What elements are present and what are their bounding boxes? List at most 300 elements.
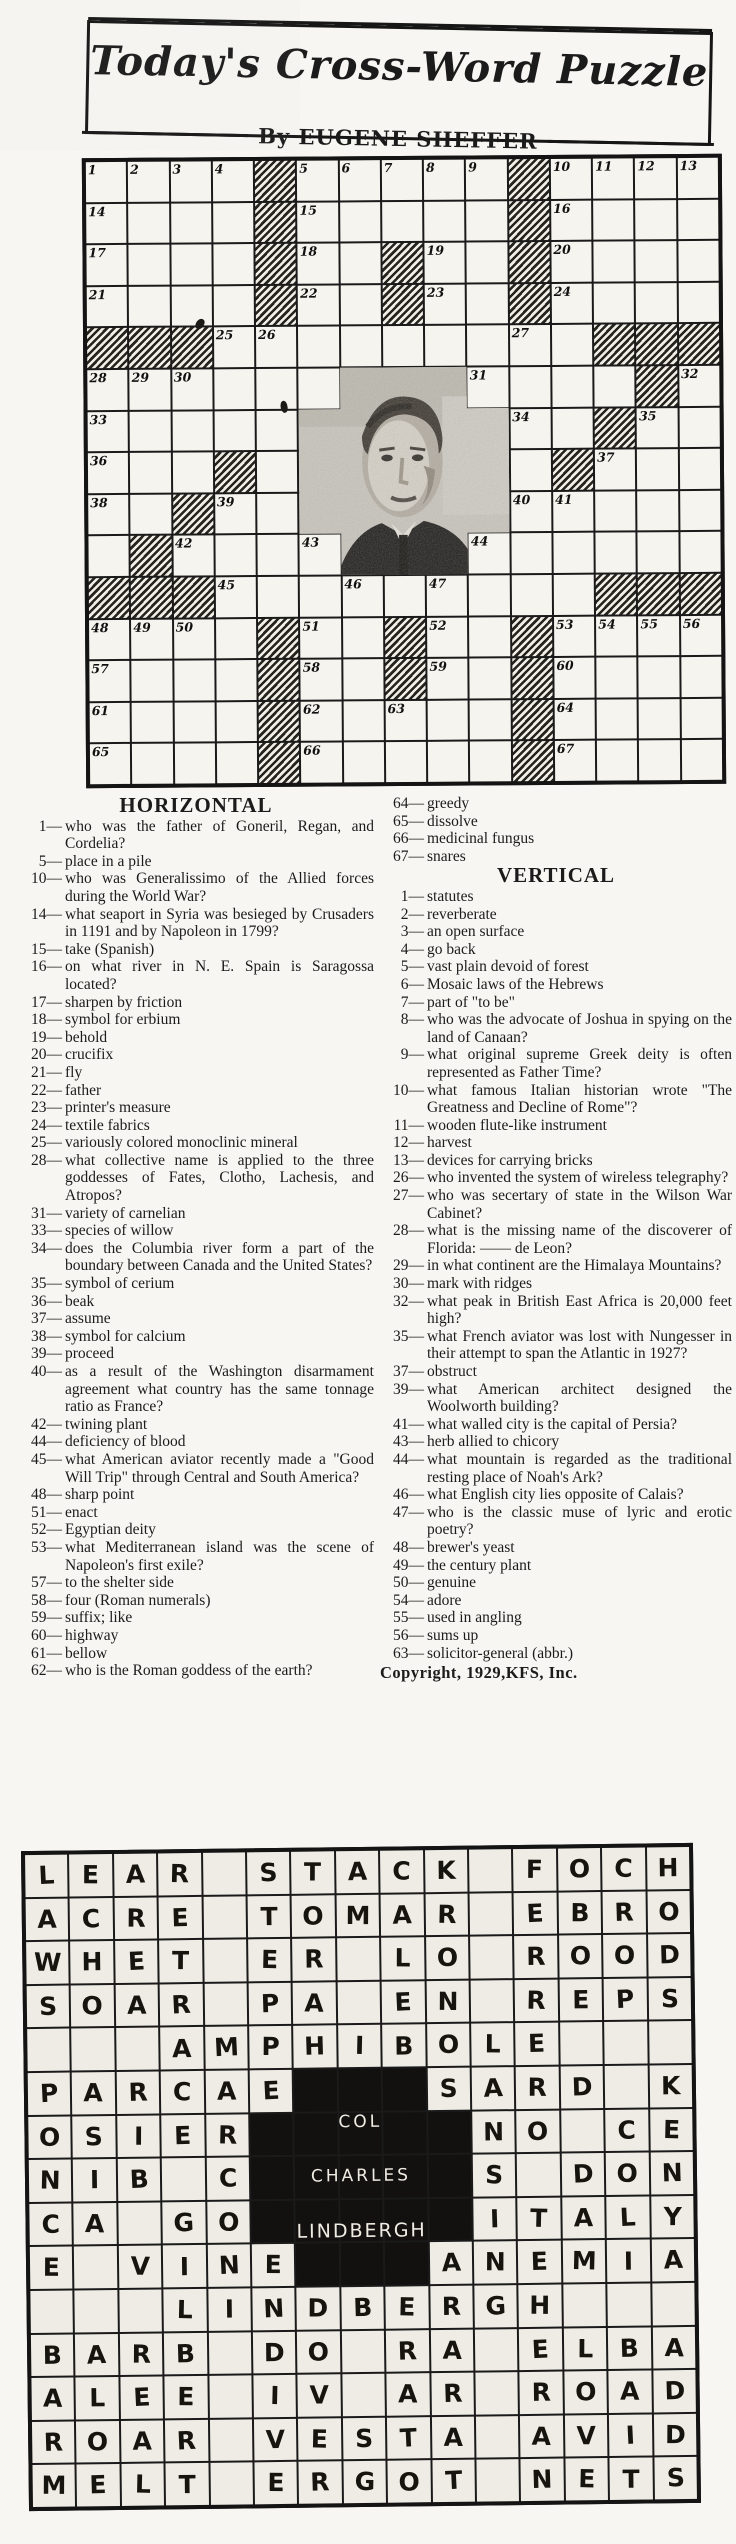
- solution-letter: R: [176, 2425, 197, 2456]
- solution-cell: [297, 2331, 340, 2373]
- puzzle-cell: [594, 283, 635, 323]
- solution-cell: [608, 2327, 651, 2369]
- solution-cell: [119, 2246, 162, 2288]
- solution-letter: S: [484, 2160, 504, 2191]
- solution-cell: [565, 2458, 608, 2500]
- solution-cell: [26, 1898, 69, 1940]
- solution-cell: [474, 2285, 517, 2327]
- clue-text: adore: [427, 1591, 462, 1609]
- solution-letter: O: [307, 2336, 331, 2367]
- puzzle-cell: [88, 412, 129, 452]
- clue-text: what French aviator was lost with Nungesser in their attempt to span the Atlantic in 1927?: [427, 1327, 732, 1363]
- puzzle-cell: [638, 491, 679, 531]
- clue-text: genuine: [427, 1574, 477, 1592]
- clue-number: 47—: [393, 1503, 424, 1521]
- solution-cell: [429, 2198, 472, 2240]
- solution-letter: A: [620, 2377, 640, 2407]
- puzzle-cell: [382, 160, 423, 200]
- solution-cell: [76, 2377, 119, 2419]
- puzzle-cell: [87, 287, 128, 327]
- solution-cell: [520, 2415, 563, 2457]
- clue-text: deficiency of blood: [65, 1433, 186, 1451]
- solution-cell: [425, 1893, 468, 1935]
- clue-text: Mosaic laws of the Hebrews: [427, 975, 604, 993]
- solution-cell: [121, 2464, 164, 2506]
- clue-number: 44—: [393, 1450, 424, 1468]
- puzzle-cell: [131, 536, 172, 576]
- solution-cell: [474, 2241, 517, 2283]
- puzzle-cell: [468, 367, 509, 407]
- solution-letter: T: [530, 2203, 548, 2234]
- solution-cell: [210, 2419, 253, 2461]
- puzzle-cell: [131, 619, 172, 659]
- puzzle-cell: [257, 410, 298, 450]
- puzzle-cell: [427, 659, 468, 699]
- solution-cell: [472, 2111, 515, 2153]
- clue-number: 8—: [400, 1011, 424, 1029]
- puzzle-cell: [213, 244, 254, 284]
- solution-cell: [563, 2240, 606, 2282]
- solution-letter: N: [531, 2465, 554, 2495]
- solution-cell: [471, 2024, 514, 2066]
- solution-cell: [206, 2114, 249, 2156]
- clue-number: 30—: [393, 1275, 424, 1293]
- clue: [18, 1416, 374, 1434]
- solution-cell: [114, 1853, 157, 1895]
- solution-cell: [253, 2375, 296, 2417]
- solution-cell: [292, 1895, 335, 1937]
- clue: [18, 1205, 374, 1223]
- clue-number: 67—: [393, 847, 424, 865]
- cell-number: 26: [258, 327, 276, 343]
- solution-cell: [27, 1985, 70, 2027]
- solution-cell: [297, 2287, 340, 2329]
- clue: [18, 1645, 374, 1663]
- cell-number: 19: [426, 242, 445, 259]
- puzzle-cell: [130, 494, 171, 534]
- solution-cell: [520, 2372, 563, 2414]
- solution-cell: [295, 2156, 338, 2198]
- solution-cell: [299, 2462, 342, 2504]
- solution-cell: [521, 2459, 564, 2501]
- solution-cell: [159, 1940, 202, 1982]
- clue-number: 28—: [31, 1151, 62, 1169]
- solution-letter: B: [42, 2340, 63, 2370]
- solution-cell: [30, 2247, 73, 2289]
- clue-text: behold: [65, 1028, 108, 1046]
- clue-text: reverberate: [427, 905, 497, 923]
- solution-cell: [293, 1982, 336, 2024]
- cell-number: 1: [87, 162, 97, 178]
- clue-number: 2—: [400, 905, 424, 923]
- solution-cell: [562, 2197, 605, 2239]
- clue-text: vast plain devoid of forest: [427, 958, 589, 976]
- puzzle-cell: [258, 660, 299, 700]
- solution-cell: [337, 1982, 380, 2024]
- puzzle-cell: [174, 661, 215, 701]
- solution-cell: [162, 2158, 205, 2200]
- solution-cell: [341, 2287, 384, 2329]
- clue-text: who is the Roman goddess of the earth?: [65, 1662, 313, 1680]
- puzzle-cell: [216, 619, 257, 659]
- solution-cell: [72, 2028, 115, 2070]
- cell-number: 7: [383, 160, 393, 176]
- clue: [380, 976, 732, 994]
- solution-letter: L: [484, 2030, 501, 2060]
- solution-cell: [602, 1848, 645, 1890]
- solution-cell: [473, 2154, 516, 2196]
- clue-text: crucifix: [65, 1046, 114, 1064]
- puzzle-cell: [555, 699, 596, 739]
- solution-cell: [338, 2025, 381, 2067]
- solution-cell: [251, 2201, 294, 2243]
- clue-number: 3—: [400, 923, 424, 941]
- clue-text: an open surface: [427, 923, 525, 941]
- cell-number: 59: [429, 658, 447, 675]
- clue-number: 41—: [393, 1415, 424, 1433]
- solution-cell: [605, 2109, 648, 2151]
- solution-letter: R: [217, 2120, 238, 2150]
- solution-cell: [166, 2463, 209, 2505]
- solution-letter: O: [569, 1941, 592, 1972]
- cell-number: 63: [387, 700, 405, 716]
- solution-cell: [475, 2372, 518, 2414]
- clue-number: 18—: [31, 1011, 62, 1029]
- solution-cell: [386, 2330, 429, 2372]
- puzzle-cell: [637, 408, 678, 448]
- puzzle-cell: [340, 243, 381, 283]
- solution-letter: R: [304, 1944, 324, 1975]
- solution-letter: E: [42, 2253, 60, 2283]
- clue-number: 43—: [393, 1433, 424, 1451]
- solution-cell: [250, 2113, 293, 2155]
- solution-cell: [387, 2417, 430, 2459]
- solution-cell: [254, 2419, 297, 2461]
- cell-number: 8: [425, 159, 435, 175]
- puzzle-cell: [511, 533, 552, 573]
- puzzle-cell: [342, 576, 383, 616]
- solution-letter: M: [571, 2246, 597, 2277]
- clue-text: on what river in N. E. Spain is Saragossa located?: [65, 958, 374, 993]
- clue: [18, 1310, 374, 1328]
- puzzle-cell: [256, 369, 297, 409]
- solution-cell: [70, 1898, 113, 1940]
- clue-number: 48—: [31, 1486, 62, 1504]
- puzzle-cell: [510, 409, 551, 449]
- solution-letter: T: [444, 2466, 463, 2496]
- solution-cell: [341, 2243, 384, 2285]
- solution-cell: [476, 2416, 519, 2458]
- puzzle-cell: [511, 575, 552, 615]
- clue-text: what seaport in Syria was besieged by Crusaders in 1191 and by Napoleon in 1799?: [65, 905, 374, 941]
- solution-cell: [562, 2153, 605, 2195]
- solution-letter: S: [38, 1991, 58, 2022]
- clue: [380, 1433, 732, 1451]
- clue-number: 40—: [31, 1363, 62, 1380]
- solution-letter: G: [172, 2207, 195, 2238]
- solution-cell: [519, 2328, 562, 2370]
- solution-cell: [342, 2330, 385, 2372]
- cell-number: 45: [217, 577, 236, 593]
- puzzle-cell: [300, 618, 341, 658]
- solution-cell: [650, 2152, 693, 2194]
- solution-letter: R: [442, 2379, 463, 2409]
- solution-letter: T: [178, 2469, 196, 2499]
- puzzle-cell: [132, 661, 173, 701]
- clue: [380, 1416, 732, 1434]
- cell-number: 33: [89, 411, 108, 427]
- solution-cell: [204, 1983, 247, 2025]
- solution-letter: N: [39, 2166, 62, 2196]
- clue-text: what mountain is regarded as the traditional resting place of Noah's Ark?: [427, 1450, 732, 1486]
- solution-cell: [343, 2418, 386, 2460]
- solution-letter: E: [310, 2424, 329, 2454]
- clue: [18, 1328, 374, 1346]
- solution-letter: T: [260, 1901, 278, 1932]
- puzzle-cell: [553, 450, 594, 490]
- puzzle-cell: [638, 574, 679, 614]
- puzzle-cell: [215, 535, 256, 575]
- clue-number: 7—: [400, 993, 424, 1011]
- clue-number: 50—: [393, 1574, 424, 1592]
- solution-letter: O: [217, 2207, 240, 2237]
- crossword-grid: [82, 154, 726, 788]
- cell-number: 31: [469, 367, 488, 383]
- puzzle-cell: [679, 324, 720, 364]
- clue-text: as a result of the Washington disarmament agreement what country has the same tonnage ratio as France?: [65, 1363, 374, 1416]
- cell-number: 40: [512, 491, 531, 508]
- solution-letter: R: [126, 1903, 146, 1933]
- solution-letter: R: [441, 2292, 462, 2322]
- solution-letter: R: [127, 2077, 149, 2108]
- byline-row: [82, 120, 714, 157]
- solution-letter: A: [663, 2332, 684, 2363]
- solution-letter: E: [177, 2382, 195, 2412]
- clue-number: 39—: [31, 1345, 62, 1363]
- clue-number: 27—: [393, 1187, 424, 1205]
- puzzle-cell: [554, 658, 595, 698]
- solution-letter: B: [175, 2338, 196, 2369]
- clue-number: 37—: [393, 1363, 424, 1380]
- solution-letter: B: [394, 2031, 414, 2061]
- clue-text: solicitor-general (abbr.): [427, 1644, 574, 1662]
- clue-text: brewer's yeast: [427, 1538, 515, 1556]
- puzzle-cell: [551, 159, 592, 199]
- puzzle-cell: [131, 578, 172, 618]
- solution-cell: [26, 1942, 69, 1984]
- puzzle-cell: [301, 660, 342, 700]
- clue-text: what is the missing name of the discoverer of Florida: —— de Leon?: [427, 1222, 732, 1257]
- clue: [18, 1539, 374, 1574]
- clue-number: 45—: [31, 1450, 62, 1468]
- solution-cell: [604, 1978, 647, 2020]
- clue: [380, 1222, 732, 1257]
- solution-cell: [650, 2109, 693, 2151]
- solution-letter: E: [264, 2250, 282, 2280]
- puzzle-cell: [301, 743, 342, 783]
- puzzle-cell: [425, 243, 466, 283]
- clue-number: 61—: [31, 1644, 62, 1662]
- solution-cell: [248, 1939, 291, 1981]
- cell-number: 29: [131, 369, 150, 385]
- clue: [18, 994, 374, 1012]
- clue-number: 31—: [31, 1204, 62, 1222]
- center-label-line: COL: [338, 2111, 383, 2133]
- puzzle-cell: [554, 575, 595, 615]
- solution-letter: D: [658, 1940, 680, 1971]
- solution-cell: [77, 2464, 120, 2506]
- solution-cell: [114, 1897, 157, 1939]
- clue-text: obstruct: [427, 1363, 477, 1380]
- solution-letter: F: [526, 1855, 544, 1885]
- clue: [18, 1433, 374, 1451]
- solution-cell: [429, 2242, 472, 2284]
- solution-letter: O: [613, 1941, 636, 1971]
- solution-cell: [386, 2286, 429, 2328]
- solution-letter: V: [265, 2424, 286, 2455]
- solution-letter: E: [572, 1985, 590, 2015]
- solution-letter: E: [398, 2292, 416, 2322]
- puzzle-cell: [637, 449, 678, 489]
- puzzle-cell: [170, 161, 211, 201]
- clue-text: symbol for calcium: [65, 1327, 186, 1345]
- clue: [380, 1082, 732, 1117]
- puzzle-cell: [215, 452, 256, 492]
- solution-cell: [25, 1855, 68, 1897]
- puzzle-cell: [128, 162, 169, 202]
- clue-number: 63—: [393, 1644, 424, 1662]
- solution-cell: [117, 2115, 160, 2157]
- clue-number: 51—: [31, 1503, 62, 1521]
- puzzle-cell: [555, 741, 596, 781]
- puzzle-cell: [594, 325, 635, 365]
- puzzle-cell: [301, 701, 342, 741]
- clue-text: proceed: [65, 1345, 115, 1363]
- clue: [18, 1134, 374, 1152]
- solution-letter: A: [443, 2422, 463, 2453]
- horizontal-clue-list-continued: [380, 795, 732, 865]
- cell-number: 30: [173, 369, 192, 385]
- clue-number: 29—: [393, 1257, 424, 1275]
- solution-cell: [203, 1896, 246, 1938]
- solution-cell: [207, 2201, 250, 2243]
- solution-cell: [29, 2203, 72, 2245]
- clue-number: 20—: [31, 1046, 62, 1064]
- clue: [380, 1557, 732, 1575]
- clue-number: 36—: [31, 1292, 62, 1310]
- clue: [18, 906, 374, 941]
- center-label-line: LINDBERGH: [296, 2219, 427, 2243]
- solution-letter: P: [261, 2032, 280, 2062]
- puzzle-cell: [554, 616, 595, 656]
- solution-cell: [208, 2332, 251, 2374]
- solution-cell: [516, 2067, 559, 2109]
- clue-text: who is the classic muse of lyric and erotic poetry?: [427, 1503, 732, 1539]
- solution-letter: E: [531, 2334, 550, 2365]
- solution-cell: [470, 1893, 513, 1935]
- solution-cell: [337, 1938, 380, 1980]
- solution-letter: P: [260, 1988, 280, 2019]
- solution-letter: M: [345, 1900, 371, 1930]
- solution-cell: [160, 2027, 203, 2069]
- clue-number: 6—: [400, 975, 424, 993]
- cell-number: 52: [429, 617, 447, 633]
- clue-text: what walled city is the capital of Persia?: [427, 1415, 678, 1433]
- solution-letter: R: [527, 2073, 548, 2103]
- clue: [380, 1152, 732, 1170]
- clue: [18, 1627, 374, 1645]
- solution-letter: R: [170, 1989, 192, 2020]
- puzzle-cell: [679, 407, 720, 447]
- puzzle-cell: [681, 699, 722, 739]
- clue-text: who was secertary of state in the Wilson War Cabinet?: [427, 1187, 732, 1222]
- puzzle-cell: [511, 450, 552, 490]
- puzzle-cell: [681, 657, 722, 697]
- clue: [18, 1662, 374, 1680]
- cell-number: 5: [299, 160, 308, 176]
- puzzle-cell: [424, 160, 465, 200]
- puzzle-cell: [596, 574, 637, 614]
- solution-letter: I: [179, 2251, 190, 2281]
- solution-letter: A: [127, 1990, 147, 2020]
- puzzle-cell: [256, 327, 297, 367]
- solution-letter: C: [617, 2115, 637, 2145]
- solution-cell: [291, 1851, 334, 1893]
- puzzle-cell: [597, 699, 638, 739]
- page-title: Today's Cross-Word Puzzle: [89, 37, 709, 96]
- solution-cell: [606, 2196, 649, 2238]
- solution-cell: [116, 2071, 159, 2113]
- horizontal-clues-column: [18, 795, 374, 1680]
- puzzle-cell: [552, 408, 593, 448]
- solution-letter: K: [660, 2071, 681, 2101]
- solution-letter: R: [310, 2467, 331, 2498]
- clue: [380, 1257, 732, 1275]
- solution-letter: P: [39, 2078, 59, 2109]
- vertical-clues-column: [380, 795, 732, 1682]
- solution-cell: [204, 1940, 247, 1982]
- solution-letter: K: [436, 1856, 456, 1886]
- solution-letter: H: [81, 1947, 103, 1977]
- clue: [380, 1134, 732, 1152]
- horizontal-clue-list: [18, 818, 374, 1680]
- clue-text: father: [65, 1081, 102, 1099]
- puzzle-cell: [171, 245, 212, 285]
- solution-cell: [118, 2159, 161, 2201]
- solution-letter: O: [657, 1896, 680, 1927]
- solution-letter: D: [571, 2072, 593, 2102]
- clue: [380, 1328, 732, 1363]
- clue: [380, 1046, 732, 1081]
- clue-text: who was the father of Goneril, Regan, and Cordelia?: [65, 817, 374, 853]
- solution-cell: [564, 2328, 607, 2370]
- puzzle-cell: [343, 618, 384, 658]
- puzzle-cell: [298, 285, 339, 325]
- clue-number: 23—: [31, 1099, 62, 1117]
- puzzle-cell: [509, 242, 550, 282]
- puzzle-cell: [174, 744, 215, 784]
- clue: [380, 1275, 732, 1293]
- solution-cell: [115, 1984, 158, 2026]
- clue: [18, 1011, 374, 1029]
- solution-cell: [514, 1892, 557, 1934]
- solution-cell: [32, 2421, 75, 2463]
- cell-number: 18: [299, 243, 318, 259]
- puzzle-cell: [172, 328, 213, 368]
- puzzle-cell: [635, 158, 676, 198]
- puzzle-cell: [553, 491, 594, 531]
- clue-number: 35—: [31, 1275, 62, 1293]
